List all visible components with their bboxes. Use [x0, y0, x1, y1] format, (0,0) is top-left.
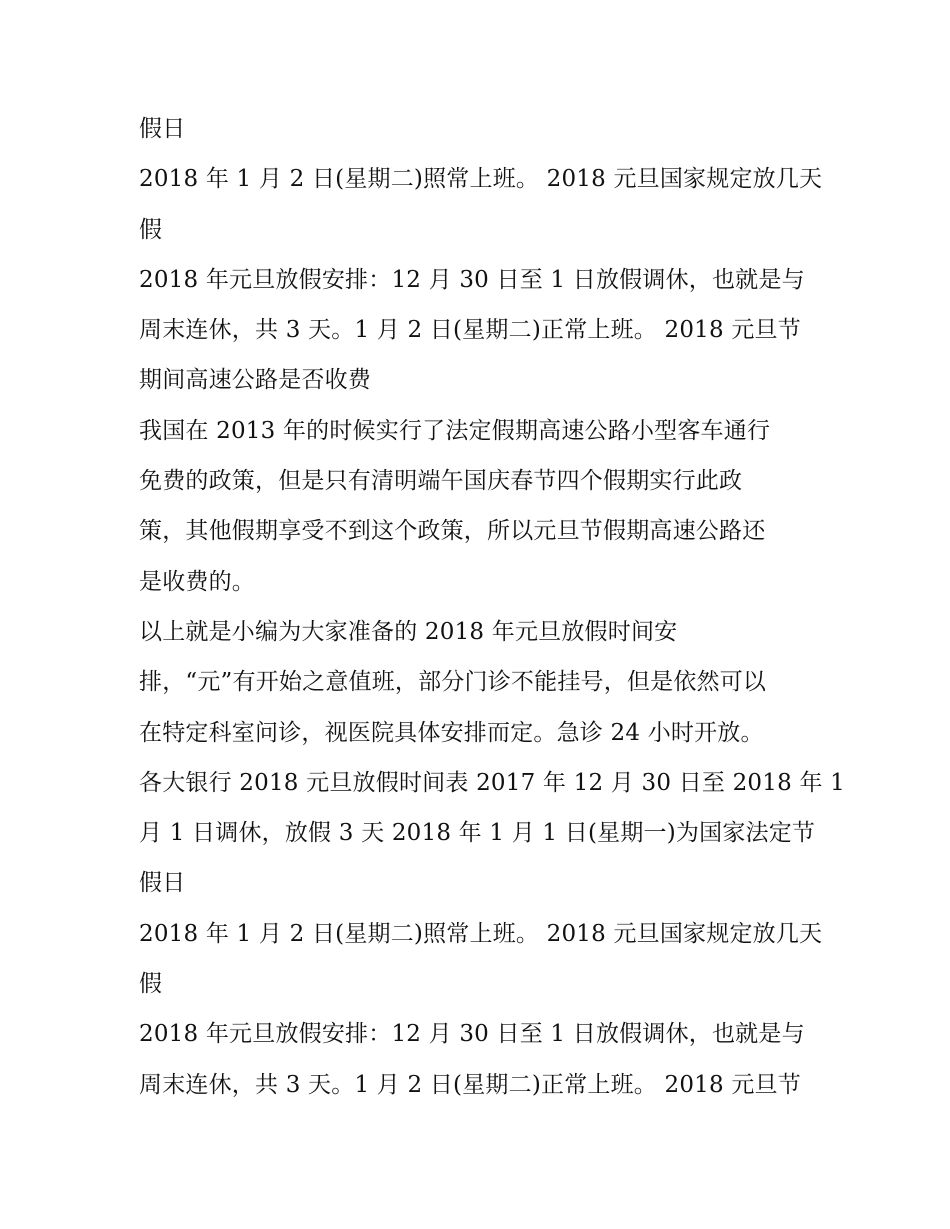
text-line: 策，其他假期享受不到这个政策，所以元旦节假期高速公路还	[139, 518, 766, 545]
text-line: 2018 年元旦放假安排：12 月 30 日至 1 日放假调休，也就是与	[139, 1021, 805, 1048]
text-line: 周末连休，共 3 天。1 月 2 日(星期二)正常上班。 2018 元旦节	[139, 317, 801, 344]
text-line: 假日	[139, 116, 186, 142]
text-line: 是收费的。	[139, 568, 255, 595]
text-line: 排，“元”有开始之意值班，部分门诊不能挂号，但是依然可以	[139, 669, 767, 696]
text-line: 假	[139, 971, 163, 998]
text-line: 2018 年元旦放假安排：12 月 30 日至 1 日放假调休，也就是与	[139, 266, 805, 293]
text-line: 假	[139, 216, 163, 243]
text-line: 以上就是小编为大家准备的 2018 年元旦放假时间安	[139, 618, 678, 645]
text-line: 各大银行 2018 元旦放假时间表 2017 年 12 月 30 日至 2018 年 1	[139, 769, 845, 796]
text-line: 2018 年 1 月 2 日(星期二)照常上班。 2018 元旦国家规定放几天	[139, 920, 823, 947]
text-line: 月 1 日调休，放假 3 天 2018 年 1 月 1 日(星期一)为国家法定节	[139, 820, 816, 847]
body-text	[139, 110, 845, 1116]
text-line: 免费的政策，但是只有清明端午国庆春节四个假期实行此政	[139, 468, 743, 495]
text-line: 期间高速公路是否收费	[139, 367, 371, 394]
text-line: 假日	[139, 870, 186, 897]
text-line: 我国在 2013 年的时候实行了法定假期高速公路小型客车通行	[139, 417, 771, 444]
text-line: 2018 年 1 月 2 日(星期二)照常上班。 2018 元旦国家规定放几天	[139, 166, 823, 193]
text-line: 在特定科室问诊，视医院具体安排而定。急诊 24 小时开放。	[139, 719, 764, 746]
text-line: 周末连休，共 3 天。1 月 2 日(星期二)正常上班。 2018 元旦节	[139, 1071, 801, 1098]
